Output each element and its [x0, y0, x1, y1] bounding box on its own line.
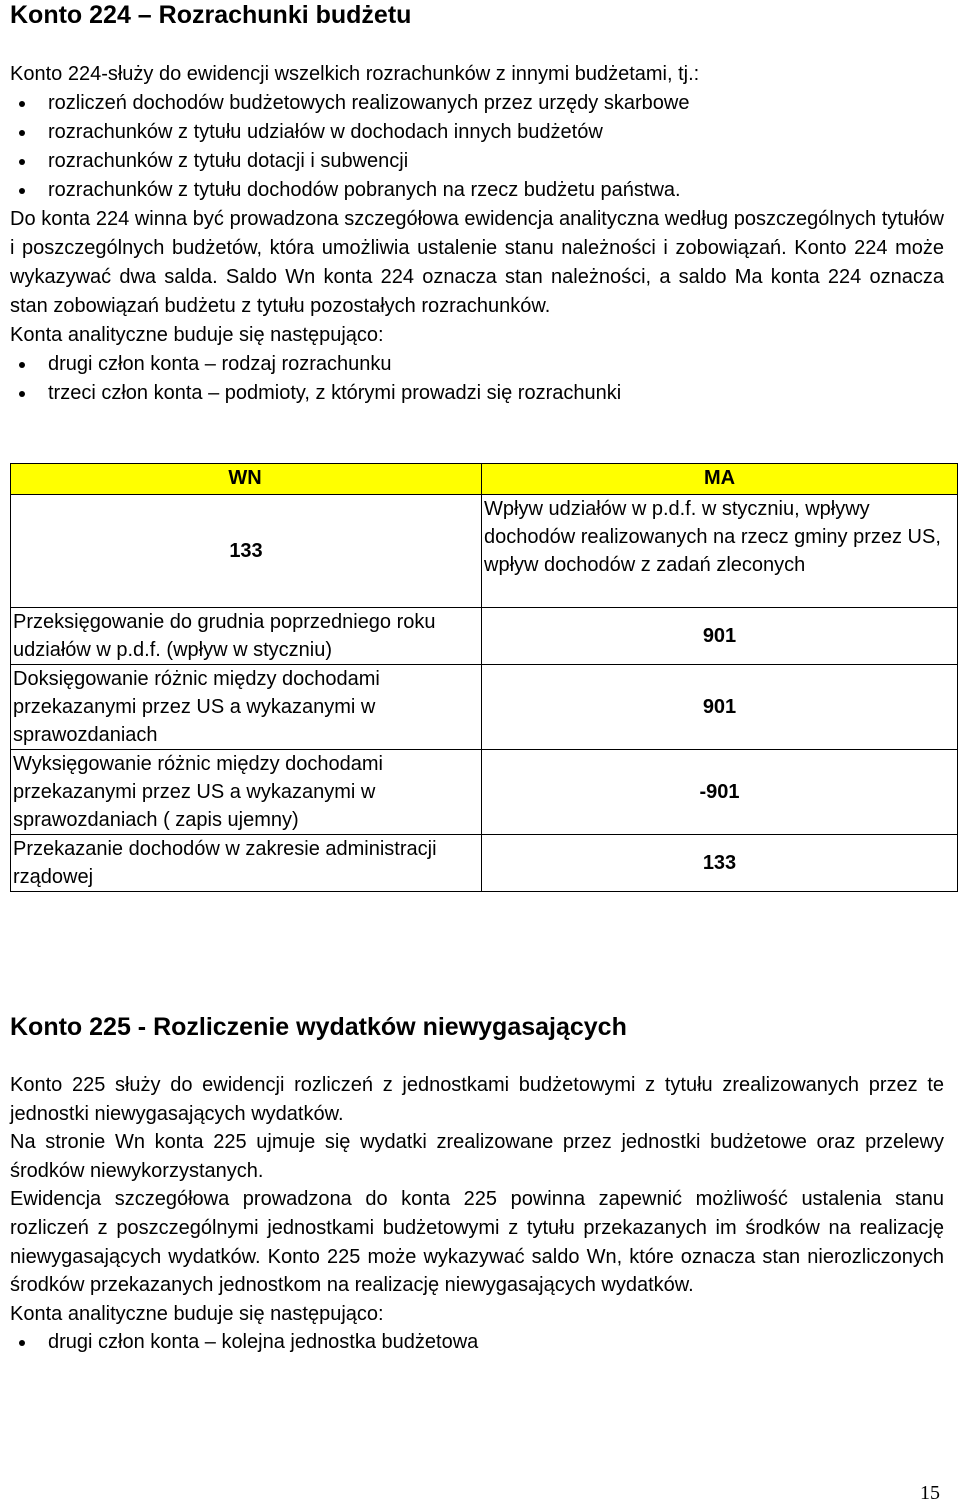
ma-amount: 901: [482, 608, 958, 665]
ma-description: Wpływ udziałów w p.d.f. w styczniu, wpływy dochodów realizowanych na rzecz gminy przez US, wpływ dochodów z zadań zleconych: [482, 495, 958, 608]
table-row: [11, 750, 958, 835]
table-row: [11, 665, 958, 750]
table-row: [11, 835, 958, 892]
analytic-intro: Konta analityczne buduje się następująco:: [10, 1302, 384, 1325]
analytic-list: [10, 1328, 944, 1357]
scope-list: [10, 89, 944, 205]
table-row: [11, 495, 958, 608]
analytic-item: trzeci człon konta – podmioty, z którymi prowadzi się rozrachunki: [10, 379, 944, 408]
description-paragraph: Do konta 224 winna być prowadzona szczegółowa ewidencja analityczna według poszczególnych tytułów i poszczególnych budżetów, która umożliwia ustalenie stanu należności i zobowiązań. Konto 224 może wykazywać dwa salda. Saldo Wn konta 224 oznacza stan należności, a saldo Ma konta 224 oznacza stan zobowiązań budżetu z tytułu pozostałych rozrachunków.: [10, 208, 944, 317]
analytic-item: drugi człon konta – kolejna jednostka budżetowa: [10, 1328, 944, 1357]
section-body-konto-224: [10, 60, 944, 408]
scope-item: rozliczeń dochodów budżetowych realizowanych przez urzędy skarbowe: [10, 89, 944, 118]
ma-header: MA: [482, 464, 958, 495]
table-row: [11, 608, 958, 665]
scope-item: rozrachunków z tytułu udziałów w dochodach innych budżetów: [10, 118, 944, 147]
page-number: 15: [920, 1482, 940, 1504]
paragraph: Na stronie Wn konta 225 ujmuje się wydatki zrealizowane przez jednostki budżetowe oraz przelewy środków niewykorzystanych.: [10, 1131, 944, 1182]
ma-amount: 901: [482, 665, 958, 750]
paragraph: Konto 225 służy do ewidencji rozliczeń z jednostkami budżetowymi z tytułu zrealizowanych przez te jednostki niewygasających wydatków.: [10, 1074, 944, 1125]
section-body-konto-225: [10, 1071, 944, 1357]
wn-description: Przeksięgowanie do grudnia poprzedniego roku udziałów w p.d.f. (wpływ w styczniu): [11, 608, 482, 665]
wn-description: Wyksięgowanie różnic między dochodami przekazanymi przez US a wykazanymi w sprawozdaniach ( zapis ujemny): [11, 750, 482, 835]
table-header-row: [11, 464, 958, 495]
section-title-konto-225: Konto 225 - Rozliczenie wydatków niewygasających: [10, 1013, 627, 1041]
analytic-item: drugi człon konta – rodzaj rozrachunku: [10, 350, 944, 379]
intro-text: Konto 224-służy do ewidencji wszelkich rozrachunków z innymi budżetami, tj.:: [10, 63, 700, 85]
analytic-intro: Konta analityczne buduje się następująco:: [10, 324, 384, 346]
wn-description: Przekazanie dochodów w zakresie administracji rządowej: [11, 835, 482, 892]
section-title-konto-224: Konto 224 – Rozrachunki budżetu: [10, 1, 412, 29]
scope-item: rozrachunków z tytułu dochodów pobranych na rzecz budżetu państwa.: [10, 176, 944, 205]
wn-header: WN: [11, 464, 482, 495]
ma-amount: 133: [482, 835, 958, 892]
wn-description: Doksięgowanie różnic między dochodami przekazanymi przez US a wykazanymi w sprawozdaniach: [11, 665, 482, 750]
wn-amount: 133: [11, 495, 482, 608]
analytic-list: [10, 350, 944, 408]
paragraph: Ewidencja szczegółowa prowadzona do konta 225 powinna zapewnić możliwość ustalenia stanu rozliczeń z poszczególnymi jednostkami budżetowymi z tytułu przekazanych im środków na realizację niewygasających wydatków. Konto 225 może wykazywać saldo Wn, które oznacza stan nierozliczonych środków przekazanych jednostkom na realizację niewygasających wydatków.: [10, 1188, 944, 1297]
scope-item: rozrachunków z tytułu dotacji i subwencji: [10, 147, 944, 176]
ma-amount: -901: [482, 750, 958, 835]
account-224-table: [10, 463, 958, 892]
